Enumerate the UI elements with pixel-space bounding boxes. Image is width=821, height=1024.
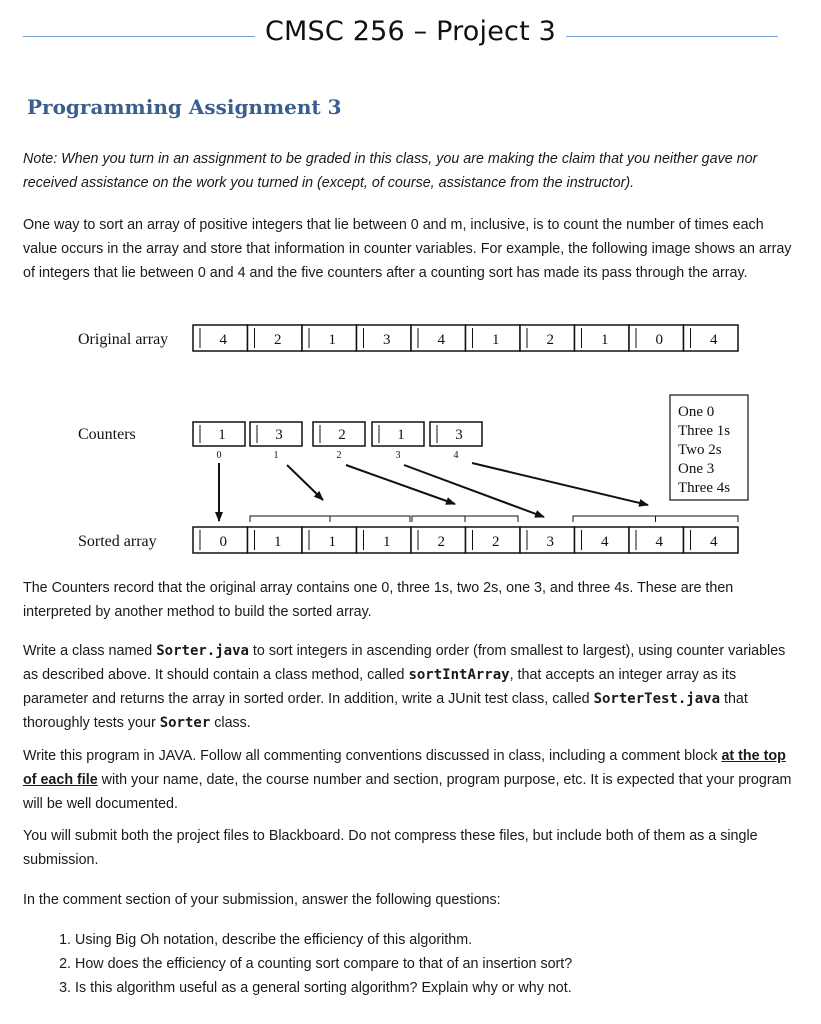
original-array-value: 3 <box>383 332 391 348</box>
legend-box <box>670 395 748 500</box>
legend-line: Two 2s <box>678 442 722 458</box>
counter-value: 1 <box>218 427 226 443</box>
counter-value: 3 <box>455 427 463 443</box>
counter-value: 2 <box>338 427 346 443</box>
sorted-array-value: 0 <box>219 534 227 550</box>
original-array-value: 1 <box>492 332 500 348</box>
original-array-value: 2 <box>546 332 554 348</box>
original-array-value: 2 <box>274 332 282 348</box>
class-name: Sorter.java <box>156 643 249 659</box>
emphasis-top-of-file: at the top of each file <box>23 748 786 788</box>
legend-line: One 0 <box>678 404 715 420</box>
counter-index: 3 <box>395 450 401 461</box>
question-item: 3. Is this algorithm useful as a general sorting algorithm? Explain why or why not. <box>75 976 815 1000</box>
original-array-value: 4 <box>710 332 718 348</box>
section-title: Programming Assignment 3 <box>27 95 342 119</box>
questions-intro: In the comment section of your submission, answer the following questions: <box>23 892 501 908</box>
legend-line: Three 1s <box>678 423 731 439</box>
write-class-paragraph: Write a class named Sorter.java to sort integers in ascending order (from smallest to largest), using counter variables as described above. It should contain a class method, called sortIntArray, that accepts an integer array as its parameter and returns the array in sorted order. In addition, write a JUnit test class, called SorterTest.java that thoroughly tests your Sorter class. <box>23 643 786 731</box>
intro-paragraph: One way to sort an array of positive integers that lie between 0 and m, inclusive, is to count the number of times each value occurs in the array and store that information in counter variables. For example, the following image shows an array of integers that lie between 0 and 4 and the five counters after a counting sort has made its pass through the array. <box>23 217 792 281</box>
questions-list <box>23 928 815 1000</box>
sorted-array-value: 4 <box>655 534 663 550</box>
sorted-array-value: 2 <box>492 534 500 550</box>
group-bracket <box>250 516 410 522</box>
arrows <box>219 463 648 521</box>
arrow-fours <box>472 463 648 505</box>
counting-sort-figure <box>0 315 800 560</box>
original-array-value: 1 <box>328 332 336 348</box>
counter-index: 0 <box>216 450 222 461</box>
test-class-name: SorterTest.java <box>593 691 721 707</box>
arrow-twos <box>346 465 455 504</box>
original-array-value: 1 <box>601 332 609 348</box>
sorted-array-value: 1 <box>274 534 282 550</box>
legend-line: Three 4s <box>678 480 731 496</box>
counter-value: 3 <box>275 427 283 443</box>
group-bracket <box>573 516 738 522</box>
arrow-threes <box>404 465 544 517</box>
question-item: 2. How does the efficiency of a counting sort compare to that of an insertion sort? <box>75 952 815 976</box>
original-array-value: 0 <box>655 332 663 348</box>
counter-value: 1 <box>397 427 405 443</box>
sorted-array-value: 1 <box>383 534 391 550</box>
sorted-array-label: Sorted array <box>78 533 157 550</box>
document-title: CMSC 256 – Project 3 <box>0 16 821 47</box>
sorted-array-value: 4 <box>710 534 718 550</box>
original-array-value: 4 <box>437 332 445 348</box>
submit-paragraph: You will submit both the project files to Blackboard. Do not compress these files, but include both of them as a single submission. <box>23 828 758 868</box>
legend-line: One 3 <box>678 461 715 477</box>
note-paragraph: Note: When you turn in an assignment to be graded in this class, you are making the claim that you neither gave nor received assistance on the work you turned in (except, of course, assistance from the instructor). <box>23 151 758 191</box>
group-brackets <box>250 516 738 522</box>
java-paragraph: Write this program in JAVA. Follow all commenting conventions discussed in class, including a comment block at the top of each file with your name, date, the course number and section, program purpose, etc. It is expected that your program will be well documented. <box>23 748 792 812</box>
counter-index: 2 <box>336 450 342 461</box>
sorted-array-value: 3 <box>546 534 554 550</box>
sorted-array-value: 2 <box>437 534 445 550</box>
counters-label: Counters <box>78 426 136 443</box>
group-bracket <box>412 516 518 522</box>
counter-index: 1 <box>273 450 279 461</box>
sorted-array-value: 4 <box>601 534 609 550</box>
arrow-ones <box>287 465 323 500</box>
method-name: sortIntArray <box>408 667 510 683</box>
sorter-class-ref: Sorter <box>159 715 211 731</box>
original-array-value: 4 <box>219 332 227 348</box>
counters-paragraph: The Counters record that the original array contains one 0, three 1s, two 2s, one 3, and three 4s. These are then interpreted by another method to build the sorted array. <box>23 580 734 620</box>
original-array-label: Original array <box>78 331 169 348</box>
question-item: 1. Using Big Oh notation, describe the efficiency of this algorithm. <box>75 928 815 952</box>
sorted-array-value: 1 <box>328 534 336 550</box>
counter-index: 4 <box>453 450 459 461</box>
